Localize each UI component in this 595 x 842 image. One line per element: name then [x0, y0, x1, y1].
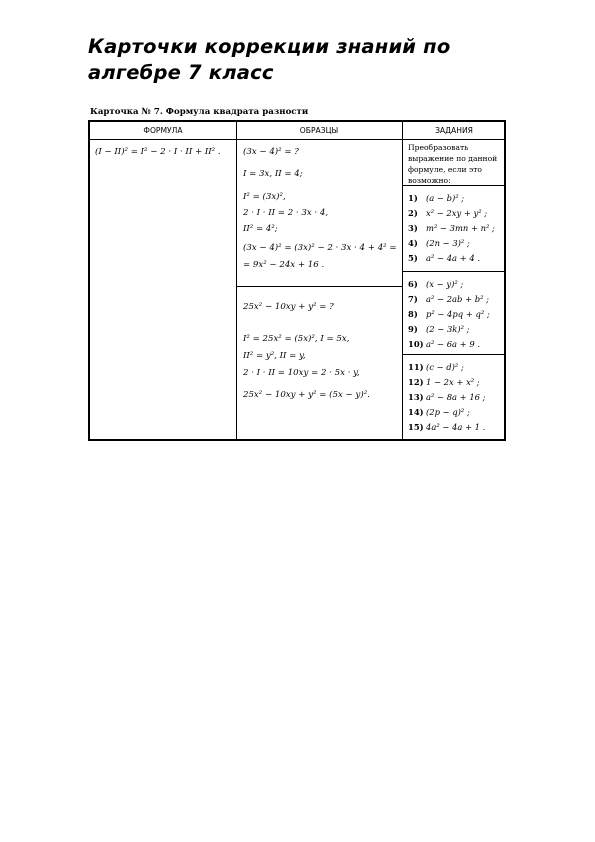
task-expression: (c − d)² ; [426, 362, 464, 372]
task-number: 11) [408, 362, 424, 372]
task-expression: (2n − 3)² ; [426, 238, 470, 248]
sample1-line: = 9x² − 24x + 16 . [243, 260, 325, 270]
page-title [88, 34, 528, 86]
task-number: 4) [408, 238, 418, 248]
task-item [408, 362, 464, 372]
task-item [408, 208, 487, 218]
task-expression: (x − y)² ; [426, 279, 464, 289]
task-item [408, 294, 489, 304]
header-formula: ФОРМУЛА [143, 126, 183, 135]
task-item [408, 422, 485, 432]
sample2-line: 2 · I · II = 10xy = 2 · 5x · y, [243, 368, 360, 378]
task-number: 10) [408, 339, 424, 349]
task-item [408, 223, 495, 233]
sample1-line: I = 3x, II = 4; [243, 169, 303, 179]
sample1-line: II² = 4²; [243, 224, 278, 234]
task-item [408, 339, 480, 349]
page-title-line-1: Карточки коррекции знаний по [88, 35, 451, 58]
tasks-divider [402, 271, 504, 272]
header-tasks: ЗАДАНИЯ [435, 126, 473, 135]
task-expression: a² − 6a + 9 . [426, 339, 481, 349]
task-expression: a² − 4a + 4 . [426, 253, 481, 263]
task-number: 8) [408, 309, 418, 319]
header-samples: ОБРАЗЦЫ [299, 126, 339, 135]
task-item [408, 279, 463, 289]
task-expression: 1 − 2x + x² ; [426, 377, 480, 387]
task-expression: x² − 2xy + y² ; [426, 208, 488, 218]
task-expression: (2p − q)² ; [426, 407, 470, 417]
column-divider [402, 122, 403, 439]
page-title-line-2: алгебре 7 класс [88, 61, 274, 84]
task-expression: (2 − 3k)² ; [426, 324, 470, 334]
sample1-line: (3x − 4)² = (3x)² − 2 · 3x · 4 + 4² = [243, 243, 397, 253]
task-item [408, 407, 470, 417]
task-instructions: Преобразовать выражение по данной формуле, если это возможно: [408, 143, 498, 185]
sample1-line: 2 · I · II = 2 · 3x · 4, [243, 208, 329, 218]
task-expression: a² − 8a + 16 ; [426, 392, 486, 402]
task-item [408, 309, 490, 319]
task-number: 12) [408, 377, 424, 387]
sample1-line: (3x − 4)² = ? [243, 147, 299, 157]
sample1-line: I² = (3x)², [243, 192, 286, 202]
task-number: 3) [408, 223, 418, 233]
task-item [408, 377, 480, 387]
sample2-line: 25x² − 10xy + y² = ? [243, 302, 334, 312]
tasks-divider [402, 354, 504, 355]
task-expression: p² − 4pq + q² ; [426, 309, 490, 319]
task-number: 14) [408, 407, 424, 417]
task-expression: 4a² − 4a + 1 . [426, 422, 486, 432]
task-item [408, 392, 486, 402]
task-number: 7) [408, 294, 418, 304]
card-table [88, 120, 506, 441]
task-number: 15) [408, 422, 424, 432]
header-divider [90, 139, 504, 140]
task-expression: m² − 3mn + n² ; [426, 223, 495, 233]
task-number: 1) [408, 193, 418, 203]
task-number: 5) [408, 253, 418, 263]
sample2-line: I² = 25x² = (5x)², I = 5x, [243, 334, 350, 344]
task-number: 13) [408, 392, 424, 402]
task-item [408, 324, 469, 334]
formula-text: (I − II)² = I² − 2 · I · II + II² . [95, 147, 221, 157]
task-expression: a² − 2ab + b² ; [426, 294, 489, 304]
task-item [408, 193, 464, 203]
task-expression: (a − b)² ; [426, 193, 465, 203]
task-number: 9) [408, 324, 418, 334]
task-number: 2) [408, 208, 418, 218]
samples-divider [236, 286, 402, 287]
sample2-line: II² = y², II = y, [243, 351, 306, 361]
sample2-line: 25x² − 10xy + y² = (5x − y)². [243, 390, 370, 400]
card-caption: Карточка № 7. Формула квадрата разности [90, 107, 309, 117]
task-number: 6) [408, 279, 418, 289]
column-divider [236, 122, 237, 439]
task-item [408, 253, 480, 263]
task-item [408, 238, 470, 248]
